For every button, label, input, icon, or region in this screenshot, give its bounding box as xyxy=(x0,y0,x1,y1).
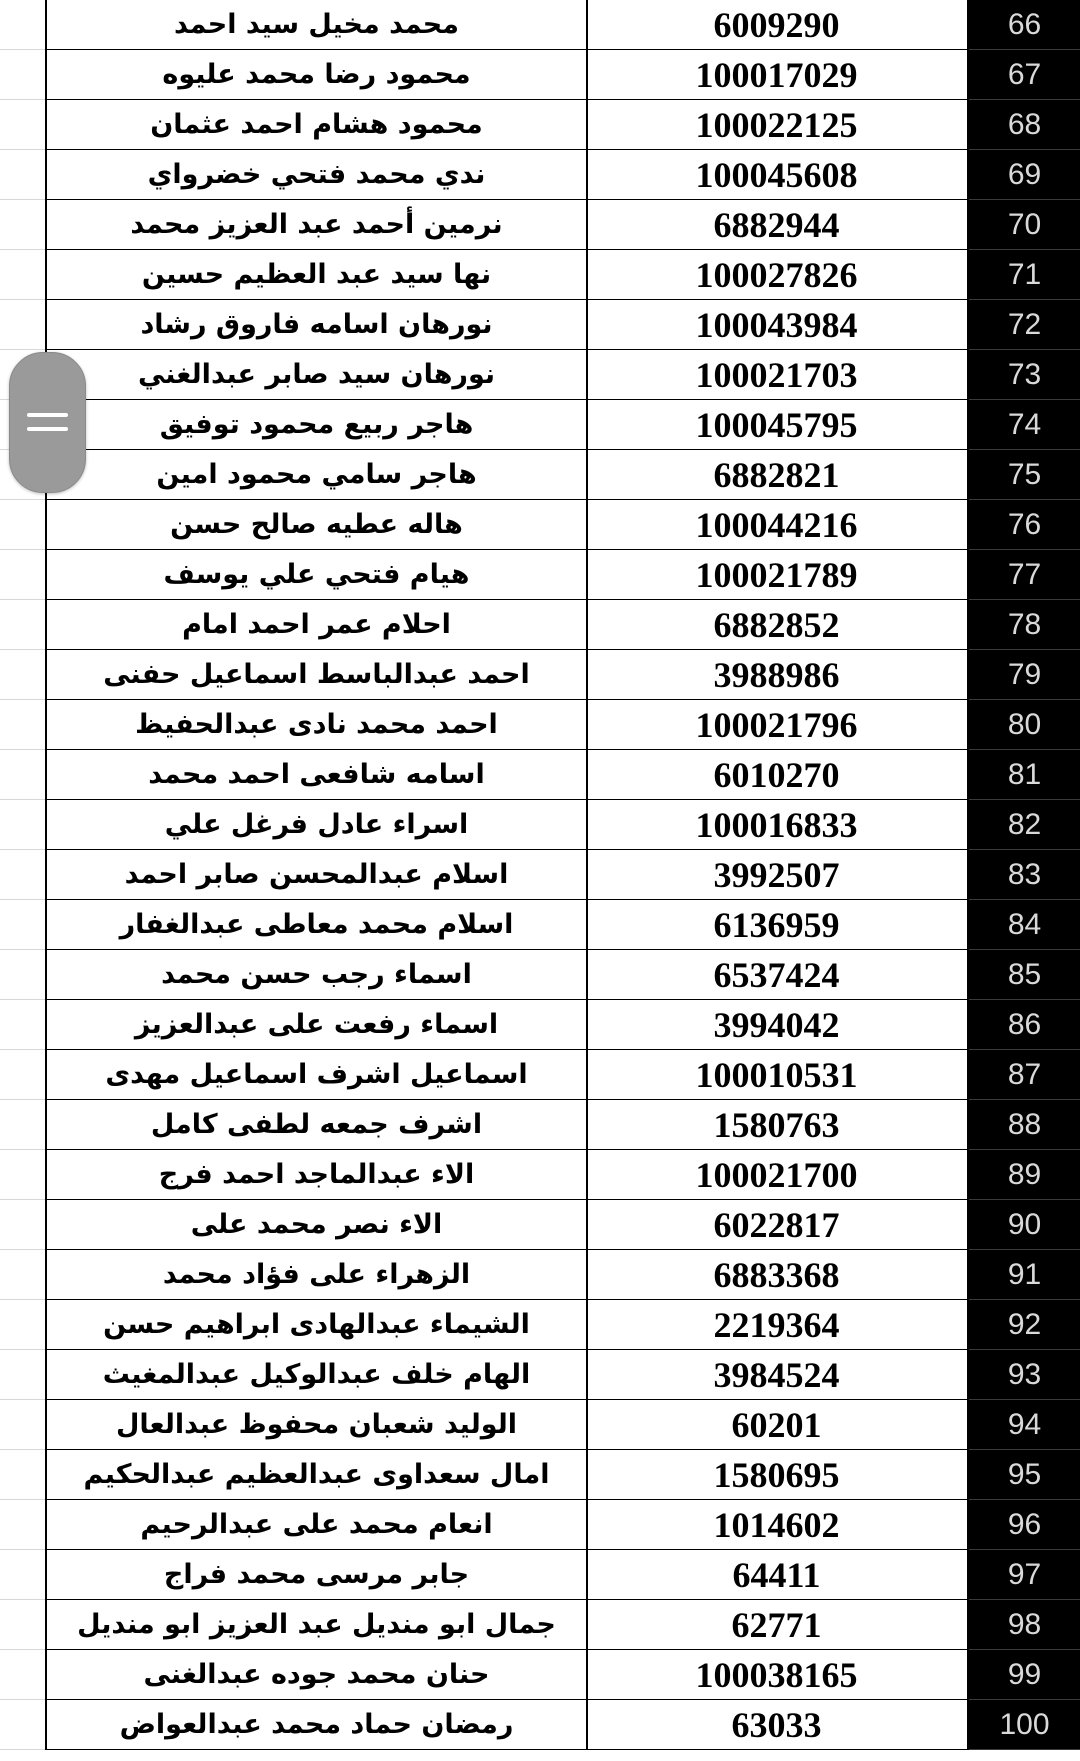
name-cell[interactable]: حنان محمد جوده عبدالغنى xyxy=(45,1650,588,1700)
id-cell[interactable]: 100016833 xyxy=(586,800,969,850)
name-cell[interactable]: امال سعداوى عبدالعظيم عبدالحكيم xyxy=(45,1450,588,1500)
table-row[interactable] xyxy=(45,250,1080,300)
row-number-cell[interactable]: 67 xyxy=(969,50,1080,100)
id-cell[interactable]: 1580695 xyxy=(586,1450,969,1500)
name-cell[interactable]: محمد مخيل سيد احمد xyxy=(45,0,588,50)
row-number-cell[interactable]: 72 xyxy=(969,300,1080,350)
id-cell[interactable]: 100043984 xyxy=(586,300,969,350)
spreadsheet-table xyxy=(45,0,1080,1761)
name-cell[interactable]: جمال ابو منديل عبد العزيز ابو منديل xyxy=(45,1600,588,1650)
name-cell[interactable]: هاجر سامي محمود امين xyxy=(45,450,588,500)
handle-grip-icon xyxy=(27,413,68,417)
id-cell[interactable]: 100022125 xyxy=(586,100,969,150)
table-row[interactable] xyxy=(45,150,1080,200)
name-cell[interactable]: اشرف جمعه لطفى كامل xyxy=(45,1100,588,1150)
table-row[interactable] xyxy=(45,1150,1080,1200)
row-number-cell[interactable]: 88 xyxy=(969,1100,1080,1150)
name-cell[interactable]: الاء عبدالماجد احمد فرج xyxy=(45,1150,588,1200)
row-number-cell[interactable]: 77 xyxy=(969,550,1080,600)
row-number-cell[interactable]: 86 xyxy=(969,1000,1080,1050)
id-cell[interactable]: 6022817 xyxy=(586,1200,969,1250)
id-cell[interactable]: 6882944 xyxy=(586,200,969,250)
row-number-cell[interactable]: 70 xyxy=(969,200,1080,250)
row-number-cell[interactable]: 99 xyxy=(969,1650,1080,1700)
row-number-cell[interactable]: 93 xyxy=(969,1350,1080,1400)
name-cell[interactable]: الزهراء على فؤاد محمد xyxy=(45,1250,588,1300)
row-number-cell[interactable]: 92 xyxy=(969,1300,1080,1350)
row-number-cell[interactable]: 76 xyxy=(969,500,1080,550)
id-cell[interactable]: 6882852 xyxy=(586,600,969,650)
table-row[interactable] xyxy=(45,200,1080,250)
name-cell[interactable]: الهام خلف عبدالوكيل عبدالمغيث xyxy=(45,1350,588,1400)
row-number-cell[interactable]: 79 xyxy=(969,650,1080,700)
row-number-cell[interactable]: 83 xyxy=(969,850,1080,900)
row-number-cell[interactable]: 84 xyxy=(969,900,1080,950)
row-number-cell[interactable]: 80 xyxy=(969,700,1080,750)
row-number-cell[interactable]: 90 xyxy=(969,1200,1080,1250)
name-cell[interactable]: اسلام محمد معاطى عبدالغفار xyxy=(45,900,588,950)
id-cell[interactable]: 100038165 xyxy=(586,1650,969,1700)
id-cell[interactable]: 6882821 xyxy=(586,450,969,500)
name-cell[interactable]: هاجر ربيع محمود توفيق xyxy=(45,400,588,450)
id-cell[interactable]: 6136959 xyxy=(586,900,969,950)
row-number-cell[interactable]: 94 xyxy=(969,1400,1080,1450)
table-row[interactable] xyxy=(45,650,1080,700)
table-row[interactable] xyxy=(45,1400,1080,1450)
table-row[interactable] xyxy=(45,500,1080,550)
table-row[interactable] xyxy=(45,550,1080,600)
name-cell[interactable]: انعام محمد على عبدالرحيم xyxy=(45,1500,588,1550)
table-row[interactable] xyxy=(45,1300,1080,1350)
name-cell[interactable]: احمد عبدالباسط اسماعيل حفنى xyxy=(45,650,588,700)
id-cell[interactable]: 3994042 xyxy=(586,1000,969,1050)
row-gutter xyxy=(0,0,45,1761)
row-number-cell[interactable]: 87 xyxy=(969,1050,1080,1100)
name-cell[interactable]: اسماء رفعت على عبدالعزيز xyxy=(45,1000,588,1050)
id-cell[interactable]: 6009290 xyxy=(586,0,969,50)
name-cell[interactable]: اسراء عادل فرغل علي xyxy=(45,800,588,850)
id-cell[interactable]: 1014602 xyxy=(586,1500,969,1550)
name-cell[interactable]: الاء نصر محمد على xyxy=(45,1200,588,1250)
id-cell[interactable]: 6537424 xyxy=(586,950,969,1000)
id-cell[interactable]: 63033 xyxy=(586,1700,969,1750)
table-row[interactable] xyxy=(45,850,1080,900)
row-number-cell[interactable]: 82 xyxy=(969,800,1080,850)
table-row[interactable] xyxy=(45,100,1080,150)
row-number-cell[interactable]: 96 xyxy=(969,1500,1080,1550)
table-row[interactable] xyxy=(45,950,1080,1000)
row-number-cell[interactable]: 71 xyxy=(969,250,1080,300)
row-number-cell[interactable]: 98 xyxy=(969,1600,1080,1650)
id-cell[interactable]: 100021700 xyxy=(586,1150,969,1200)
name-cell[interactable]: ندي محمد فتحي خضرواي xyxy=(45,150,588,200)
table-row[interactable] xyxy=(45,1500,1080,1550)
table-row[interactable] xyxy=(45,1450,1080,1500)
table-row[interactable] xyxy=(45,1550,1080,1600)
table-row[interactable] xyxy=(45,0,1080,50)
id-cell[interactable]: 100021789 xyxy=(586,550,969,600)
row-number-cell[interactable]: 73 xyxy=(969,350,1080,400)
table-row[interactable] xyxy=(45,1050,1080,1100)
id-cell[interactable]: 100017029 xyxy=(586,50,969,100)
row-number-cell[interactable]: 95 xyxy=(969,1450,1080,1500)
id-cell[interactable]: 100045795 xyxy=(586,400,969,450)
name-cell[interactable]: نورهان سيد صابر عبدالغني xyxy=(45,350,588,400)
name-cell[interactable]: هاله عطيه صالح حسن xyxy=(45,500,588,550)
id-cell[interactable]: 100027826 xyxy=(586,250,969,300)
id-cell[interactable]: 100044216 xyxy=(586,500,969,550)
id-cell[interactable]: 3988986 xyxy=(586,650,969,700)
table-row[interactable] xyxy=(45,1250,1080,1300)
handle-grip-icon xyxy=(27,427,68,431)
row-number-cell[interactable]: 78 xyxy=(969,600,1080,650)
table-row[interactable] xyxy=(45,700,1080,750)
table-row[interactable] xyxy=(45,900,1080,950)
row-number-cell[interactable]: 91 xyxy=(969,1250,1080,1300)
name-cell[interactable]: محمود هشام احمد عثمان xyxy=(45,100,588,150)
name-cell[interactable]: احلام عمر احمد امام xyxy=(45,600,588,650)
table-row[interactable] xyxy=(45,300,1080,350)
row-number-cell[interactable]: 66 xyxy=(969,0,1080,50)
table-row[interactable] xyxy=(45,1100,1080,1150)
id-cell[interactable]: 100045608 xyxy=(586,150,969,200)
name-cell[interactable]: اسماعيل اشرف اسماعيل مهدى xyxy=(45,1050,588,1100)
table-row[interactable] xyxy=(45,800,1080,850)
id-cell[interactable]: 62771 xyxy=(586,1600,969,1650)
table-row[interactable] xyxy=(45,1350,1080,1400)
row-number-cell[interactable]: 85 xyxy=(969,950,1080,1000)
id-cell[interactable]: 6883368 xyxy=(586,1250,969,1300)
table-row[interactable] xyxy=(45,600,1080,650)
id-cell[interactable]: 3984524 xyxy=(586,1350,969,1400)
name-cell[interactable]: هيام فتحي علي يوسف xyxy=(45,550,588,600)
name-cell[interactable]: اسماء رجب حسن محمد xyxy=(45,950,588,1000)
id-cell[interactable]: 100021703 xyxy=(586,350,969,400)
name-cell[interactable]: اسلام عبدالمحسن صابر احمد xyxy=(45,850,588,900)
table-row[interactable] xyxy=(45,1600,1080,1650)
row-number-cell[interactable]: 74 xyxy=(969,400,1080,450)
id-cell[interactable]: 2219364 xyxy=(586,1300,969,1350)
id-cell[interactable]: 100010531 xyxy=(586,1050,969,1100)
row-number-cell[interactable]: 89 xyxy=(969,1150,1080,1200)
drag-handle[interactable] xyxy=(9,352,86,493)
table-row[interactable] xyxy=(45,1000,1080,1050)
name-cell[interactable]: الشيماء عبدالهادى ابراهيم حسن xyxy=(45,1300,588,1350)
name-cell[interactable]: اسامه شافعى احمد محمد xyxy=(45,750,588,800)
id-cell[interactable]: 1580763 xyxy=(586,1100,969,1150)
name-cell[interactable]: نها سيد عبد العظيم حسين xyxy=(45,250,588,300)
name-cell[interactable]: جابر مرسى محمد فراج xyxy=(45,1550,588,1600)
name-cell[interactable]: الوليد شعبان محفوظ عبدالعال xyxy=(45,1400,588,1450)
name-cell[interactable]: نورهان اسامه فاروق رشاد xyxy=(45,300,588,350)
id-cell[interactable]: 6010270 xyxy=(586,750,969,800)
row-number-cell[interactable]: 81 xyxy=(969,750,1080,800)
id-cell[interactable]: 100021796 xyxy=(586,700,969,750)
table-row[interactable] xyxy=(45,50,1080,100)
table-row[interactable] xyxy=(45,1200,1080,1250)
row-number-cell[interactable]: 97 xyxy=(969,1550,1080,1600)
row-number-cell[interactable]: 75 xyxy=(969,450,1080,500)
table-row[interactable] xyxy=(45,1650,1080,1700)
row-number-cell[interactable]: 69 xyxy=(969,150,1080,200)
table-row[interactable] xyxy=(45,750,1080,800)
table-row[interactable] xyxy=(45,400,1080,450)
name-cell[interactable]: نرمين أحمد عبد العزيز محمد xyxy=(45,200,588,250)
name-cell[interactable]: رمضان حماد محمد عبدالعواض xyxy=(45,1700,588,1750)
name-cell[interactable]: محمود رضا محمد عليوه xyxy=(45,50,588,100)
table-row[interactable] xyxy=(45,450,1080,500)
row-number-cell[interactable]: 100 xyxy=(969,1700,1080,1750)
id-cell[interactable]: 60201 xyxy=(586,1400,969,1450)
name-cell[interactable]: احمد محمد نادى عبدالحفيظ xyxy=(45,700,588,750)
table-row[interactable] xyxy=(45,350,1080,400)
row-number-cell[interactable]: 68 xyxy=(969,100,1080,150)
id-cell[interactable]: 64411 xyxy=(586,1550,969,1600)
id-cell[interactable]: 3992507 xyxy=(586,850,969,900)
table-row[interactable] xyxy=(45,1700,1080,1750)
